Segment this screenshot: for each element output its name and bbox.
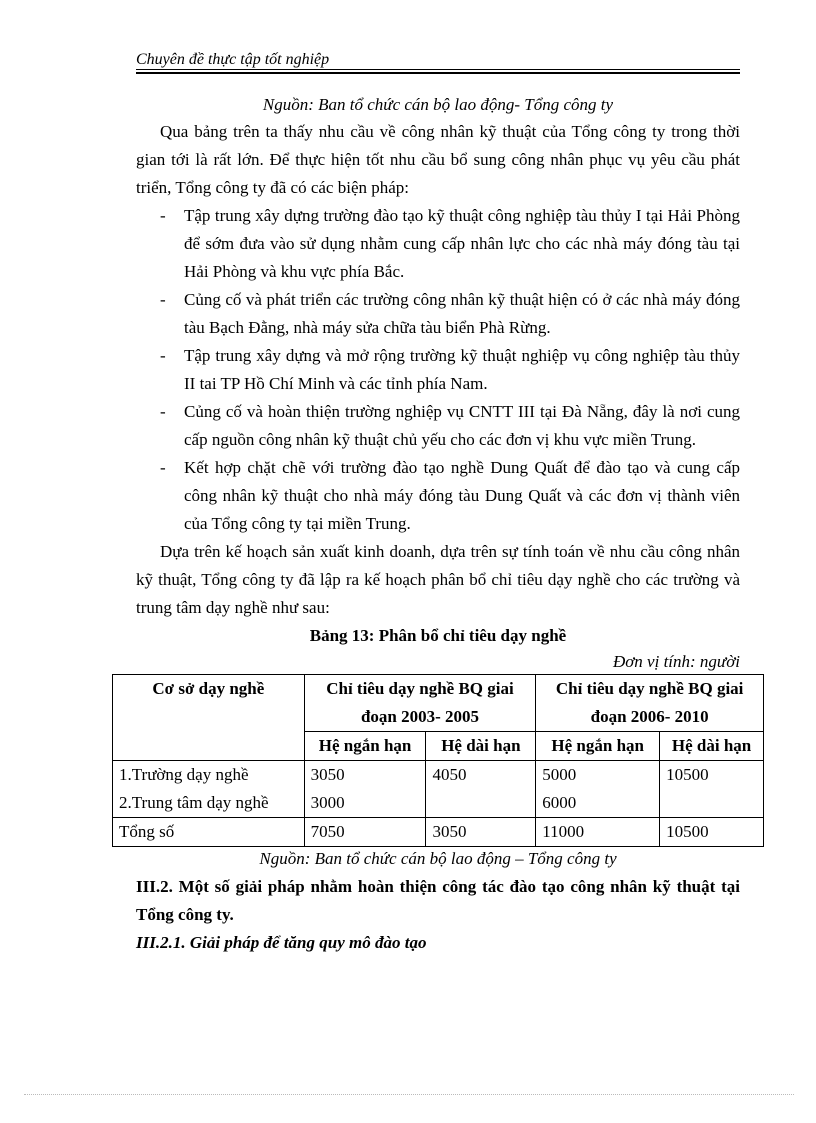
list-item [136, 286, 740, 342]
list-item [136, 454, 740, 538]
list-item-text: Củng cố và phát triển các trường công nhân kỹ thuật hiện có ở các nhà máy đóng tàu Bạch Đằng, nhà máy sửa chữa tàu biển Phà Rừng. [184, 290, 740, 337]
table-header-row [113, 675, 764, 732]
header-group-2006-2010: Chỉ tiêu dạy nghề BQ giai đoạn 2006- 2010 [536, 675, 764, 732]
cell-base [113, 761, 305, 818]
cell-total-label: Tổng số [113, 818, 305, 847]
page-bottom-rule [24, 1094, 794, 1095]
header-long-term: Hệ dài hạn [426, 732, 536, 761]
header-base: Cơ sở dạy nghề [113, 675, 305, 761]
document-body [119, 92, 752, 957]
cell-g2-long: 10500 [660, 761, 764, 818]
header-long-term: Hệ dài hạn [660, 732, 764, 761]
bullet-dash: - [160, 402, 166, 421]
list-item-text: Củng cố và hoàn thiện trường nghiệp vụ CNTT III tại Đà Nẵng, đây là nơi cung cấp nguồn công nhân kỹ thuật chủ yếu cho các đơn vị khu vực miền Trung. [184, 402, 740, 449]
allocation-table [112, 674, 764, 847]
cell-g1-long: 4050 [426, 761, 536, 818]
cell-text: 2.Trung tâm dạy nghề [119, 793, 269, 812]
table-unit: Đơn vị tính: người [612, 652, 740, 671]
header-short-term: Hệ ngắn hạn [304, 732, 426, 761]
list-item [136, 202, 740, 286]
bullet-dash: - [160, 458, 166, 477]
table-row [113, 761, 764, 818]
cell-text: 1.Trường dạy nghề [119, 765, 249, 784]
bullet-dash: - [160, 206, 166, 225]
header-rule [136, 69, 740, 70]
cell-total-g2-long: 10500 [660, 818, 764, 847]
cell-text: 3000 [310, 793, 345, 812]
table-title: Bảng 13: Phân bổ chỉ tiêu dạy nghề [309, 626, 567, 645]
list-item [136, 342, 740, 398]
plan-paragraph: Dựa trên kế hoạch sản xuất kinh doanh, dựa trên sự tính toán về nhu cầu công nhân kỹ thuật, Tổng công ty đã lập ra kế hoạch phân bổ chỉ tiêu dạy nghề cho các trường và trung tâm dạy nghề như sau: [136, 542, 740, 617]
cell-total-g1-short: 7050 [304, 818, 426, 847]
cell-g2-short [536, 761, 660, 818]
header-rule-thick [136, 72, 740, 74]
bullet-dash: - [160, 290, 166, 309]
header-short-term: Hệ ngắn hạn [536, 732, 660, 761]
list-item-text: Kết hợp chặt chẽ với trường đào tạo nghề Dung Quất để đào tạo và cung cấp công nhân kỹ thuật cho nhà máy đóng tàu Dung Quất và các đơn vị thành viên của Tổng công ty tại miền Trung. [184, 458, 740, 533]
cell-text: 6000 [542, 793, 577, 812]
header-group-2003-2005: Chỉ tiêu dạy nghề BQ giai đoạn 2003- 2005 [304, 675, 536, 732]
cell-total-g1-long: 3050 [426, 818, 536, 847]
bullet-dash: - [160, 346, 166, 365]
cell-text: 5000 [542, 765, 577, 784]
source-note-top: Nguồn: Ban tổ chức cán bộ lao động- Tổng công ty [262, 95, 614, 114]
intro-paragraph: Qua bảng trên ta thấy nhu cầu về công nhân kỹ thuật của Tổng công ty trong thời gian tới là rất lớn. Để thực hiện tốt nhu cầu bổ sung công nhân phục vụ yêu cầu phát triển, Tổng công ty đã có các biện pháp: [136, 122, 740, 197]
table-total-row [113, 818, 764, 847]
cell-total-g2-short: 11000 [536, 818, 660, 847]
measures-list [136, 202, 740, 538]
section-heading: III.2. Một số giải pháp nhằm hoàn thiện công tác đào tạo công nhân kỹ thuật tại Tổng công ty. [136, 877, 740, 924]
cell-text: 3050 [310, 765, 345, 784]
cell-g1-short [304, 761, 426, 818]
page-header: Chuyên đề thực tập tốt nghiệp [136, 51, 330, 68]
subsection-heading: III.2.1. Giải pháp để tăng quy mô đào tạo [136, 933, 427, 952]
list-item-text: Tập trung xây dựng trường đào tạo kỹ thuật công nghiệp tàu thủy I tại Hải Phòng để sớm đưa vào sử dụng nhằm cung cấp nhân lực cho các nhà máy đóng tàu tại Hải Phòng và khu vực phía Bắc. [184, 206, 740, 281]
list-item [136, 398, 740, 454]
list-item-text: Tập trung xây dựng và mở rộng trường kỹ thuật nghiệp vụ công nghiệp tàu thủy II tai TP Hồ Chí Minh và các tỉnh phía Nam. [184, 346, 740, 393]
source-note-bottom: Nguồn: Ban tổ chức cán bộ lao động – Tổng công ty [259, 849, 617, 868]
